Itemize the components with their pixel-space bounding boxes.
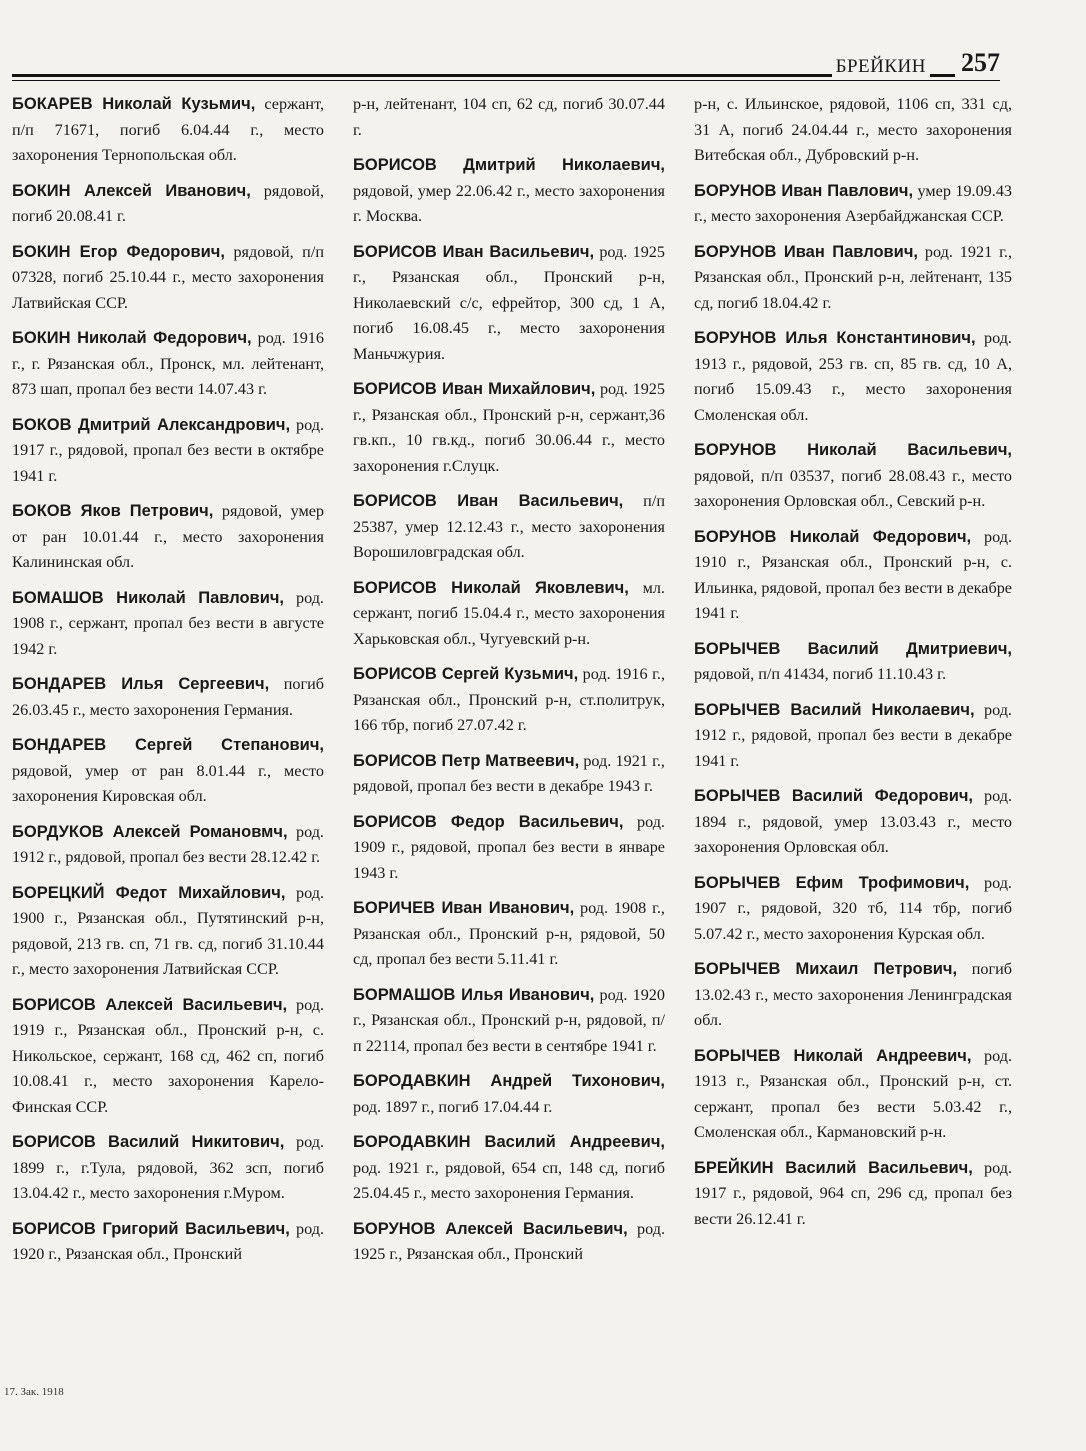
entry [353, 576, 665, 653]
entry-name: БОРОДАВКИН Андрей Тихонович, [353, 1072, 665, 1090]
entry [353, 92, 665, 143]
entry [353, 240, 665, 368]
page-number: 257 [955, 48, 1000, 78]
entry-name: БОРУНОВ Иван Павлович, [694, 181, 914, 200]
entry-name: БОРДУКОВ Алексей Романовмч, [12, 822, 288, 841]
entry-details: род. 1920 г., Рязанская обл., Пронский р-н, рядовой, п/п 22114, пропал без вести в сентябре 1941 г. [353, 985, 665, 1055]
entry [353, 810, 665, 887]
entry [353, 377, 665, 479]
entry-details: род. 1897 г., погиб 17.04.44 г. [353, 1097, 553, 1116]
entry-name: БОРЕЦКИЙ Федот Михайлович, [12, 883, 286, 902]
entry-details: род. 1921 г., рядовой, пропал без вести в декабре 1943 г. [353, 751, 665, 795]
entry [694, 92, 1012, 169]
entry-details: род. 1916 г., г. Рязанская обл., Пронск, мл. лейтенант, 873 шап, пропал без вести 14.07.43 г. [12, 329, 324, 398]
entry-name: БОРИСОВ Сергей Кузьмич, [353, 665, 579, 683]
entry-name: БРЕЙКИН Василий Васильевич, [694, 1158, 973, 1177]
entry-name: БОРЫЧЕВ Ефим Трофимович, [694, 873, 970, 892]
entry-name: БОРИСОВ Иван Васильевич, [353, 492, 624, 510]
entry [353, 1217, 665, 1268]
entry-name: БОРИСОВ Иван Михайлович, [353, 380, 596, 398]
entry-name: БОКОВ Дмитрий Александрович, [12, 415, 291, 434]
entry [694, 637, 1012, 688]
entry-name: БОРУНОВ Илья Константинович, [694, 329, 976, 347]
entry [694, 438, 1012, 515]
footer-signature: 17. Зак. 1918 [4, 1386, 64, 1398]
entry-name: БОРЫЧЕВ Василий Дмитриевич, [694, 639, 1012, 658]
entry-name: БОРИСОВ Григорий Васильевич, [12, 1219, 290, 1238]
entry-name: БОМАШОВ Николай Павлович, [12, 588, 285, 607]
entry [694, 525, 1012, 627]
entry-name: БОКИН Егор Федорович, [12, 242, 225, 261]
entry-details: род. 1925 г., Рязанская обл., Пронский р-н, Николаевский с/с, ефрейтор, 300 сд, 1 А, погиб 16.08.45 г., место захоронения Маньчжурия. [353, 242, 665, 363]
entry [12, 820, 324, 871]
entry [353, 749, 665, 800]
entry [694, 1156, 1012, 1233]
running-head: БРЕЙКИН [832, 56, 930, 78]
entry-name: БОКАРЕВ Николай Кузьмич, [12, 95, 256, 113]
entry-name: БОРУНОВ Иван Павлович, [694, 242, 918, 261]
entry [353, 1130, 665, 1207]
entry [353, 153, 665, 230]
entry-details: род. 1900 г., Рязанская обл., Путятинский р-н, рядовой, 213 гв. сп, 71 гв. сд, погиб 31.10.44 г., место захоронения Латвийская ССР. [12, 883, 324, 978]
entry-name: БОРИЧЕВ Иван Иванович, [353, 899, 575, 917]
entry-name: БОРИСОВ Федор Васильевич, [353, 812, 624, 831]
entry-name: БОРУНОВ Николай Федорович, [694, 527, 972, 546]
entry-details: р-н, с. Ильинское, рядовой, 1106 сп, 331 сд, 31 А, погиб 24.04.44 г., место захоронения Витебская обл., Дубровский р-н. [694, 95, 1012, 164]
entry-name: БОРЫЧЕВ Михаил Петрович, [694, 960, 958, 978]
entry-details: род. 1912 г., рядовой, пропал без вести 28.12.42 г. [12, 822, 324, 866]
entry-details: рядовой, умер 22.06.42 г., место захоронения г. Москва. [353, 181, 665, 225]
entry-name: БОКИН Алексей Иванович, [12, 181, 251, 200]
entry-details: род. 1899 г., г.Тула, рядовой, 362 зсп, погиб 13.04.42 г., место захоронения г.Муром. [12, 1133, 324, 1202]
entry [353, 896, 665, 973]
entry [694, 1044, 1012, 1146]
entry [12, 1217, 324, 1268]
page-header [12, 48, 1000, 82]
entry [353, 489, 665, 566]
entry-details: род. 1913 г., Рязанская обл., Пронский р-н, ст. сержант, пропал без вести 5.03.42 г., Смоленская обл., Кармановский р-н. [694, 1046, 1012, 1141]
entry-name: БОРИСОВ Алексей Васильевич, [12, 995, 288, 1014]
entry [12, 179, 324, 230]
column-1 [12, 92, 324, 1278]
entry-name: БОРИСОВ Петр Матвеевич, [353, 751, 580, 770]
entry-details: род. 1913 г., рядовой, 253 гв. сп, 85 гв. сд, 10 А, погиб 15.09.43 г., место захоронения Смоленская обл. [694, 329, 1012, 424]
entry [12, 499, 324, 576]
entry [353, 983, 665, 1060]
entry-name: БОРЫЧЕВ Николай Андреевич, [694, 1046, 972, 1065]
column-2 [353, 92, 665, 1278]
entry-details: рядовой, умер от ран 10.01.44 г., место захоронения Калининская обл. [12, 502, 325, 571]
entry-details: род. 1917 г., рядовой, пропал без вести в октябре 1941 г. [12, 415, 324, 485]
entry [353, 662, 665, 739]
entry-name: БОРЫЧЕВ Василий Николаевич, [694, 700, 975, 719]
entry [12, 733, 324, 810]
entry [12, 993, 324, 1121]
entry-name: БОРИСОВ Василий Никитович, [12, 1133, 285, 1151]
entry-details: род. 1916 г., Рязанская обл., Пронский р-н, ст.политрук, 166 тбр, погиб 27.07.42 г. [353, 665, 665, 734]
entry [12, 586, 324, 663]
entry-details: род. 1908 г., Рязанская обл., Пронский р-н, рядовой, 50 сд, пропал без вести 5.11.41 г. [353, 899, 665, 968]
entry-details: п/п 25387, умер 12.12.43 г., место захоронения Ворошиловградская обл. [353, 492, 666, 561]
column-3 [694, 92, 1012, 1242]
entry-name: БОРИСОВ Иван Васильевич, [353, 242, 595, 261]
header-rule-thin [12, 80, 1000, 81]
entry [12, 240, 324, 317]
entry-details: умер 19.09.43 г., место захоронения Азербайджанская ССР. [694, 181, 1013, 225]
entry-name: БОРЫЧЕВ Василий Федорович, [694, 787, 974, 805]
entry [694, 179, 1012, 230]
entry-details: род. 1912 г., рядовой, пропал без вести в декабре 1941 г. [694, 700, 1012, 770]
entry [694, 326, 1012, 428]
entry-details: погиб 13.02.43 г., место захоронения Ленинградская обл. [694, 960, 1012, 1029]
entry [353, 1069, 665, 1120]
entry [12, 672, 324, 723]
entry-details: род. 1907 г., рядовой, 320 тб, 114 тбр, погиб 5.07.42 г., место захоронения Курская обл. [694, 873, 1012, 943]
entry-name: БОРИСОВ Дмитрий Николаевич, [353, 156, 665, 174]
entry-details: род. 1921 г., рядовой, 654 сп, 148 сд, погиб 25.04.45 г., место захоронения Германия. [353, 1158, 665, 1202]
entry-name: БОРУНОВ Николай Васильевич, [694, 441, 1012, 459]
entry-details: род. 1925 г., Рязанская обл., Пронский р-н, сержант,36 гв.кп., 10 гв.кд., погиб 30.06.44 г., место захоронения г.Слуцк. [353, 380, 665, 475]
entry-name: БОКИН Николай Федорович, [12, 329, 252, 347]
entry-details: род. 1894 г., рядовой, умер 13.03.43 г., место захоронения Орловская обл. [694, 787, 1012, 856]
entry-details: погиб 26.03.45 г., место захоронения Германия. [12, 675, 324, 719]
entry-name: БОРОДАВКИН Василий Андреевич, [353, 1133, 665, 1151]
entry-details: рядовой, погиб 20.08.41 г. [12, 181, 324, 225]
entry-details: рядовой, п/п 41434, погиб 11.10.43 г. [694, 665, 946, 683]
entry-name: БОРИСОВ Николай Яковлевич, [353, 578, 629, 597]
entry-details: р-н, лейтенант, 104 сп, 62 сд, погиб 30.07.44 г. [353, 95, 665, 139]
entry-details: род. 1921 г., Рязанская обл., Пронский р-н, лейтенант, 135 сд, погиб 18.04.42 г. [694, 242, 1012, 312]
entry-details: род. 1917 г., рядовой, 964 сп, 296 сд, пропал без вести 26.12.41 г. [694, 1158, 1012, 1228]
entry [694, 240, 1012, 317]
entry [694, 871, 1012, 948]
entry [12, 413, 324, 490]
entry-details: род. 1920 г., Рязанская обл., Пронский [12, 1219, 324, 1263]
entry [12, 92, 324, 169]
entry-details: рядовой, умер от ран 8.01.44 г., место захоронения Кировская обл. [12, 761, 324, 805]
entry-name: БОРМАШОВ Илья Иванович, [353, 985, 595, 1004]
entry [12, 1130, 324, 1207]
entry-details: род. 1909 г., рядовой, пропал без вести в январе 1943 г. [353, 812, 665, 882]
entry-details: род. 1919 г., Рязанская обл., Пронский р-н, с. Никольское, сержант, 168 сд, 462 сп, погиб 10.08.41 г., место захоронения Карело-Финская ССР. [12, 995, 324, 1116]
entry [12, 326, 324, 403]
entry [694, 957, 1012, 1034]
entry [694, 698, 1012, 775]
entry-name: БОНДАРЕВ Сергей Степанович, [12, 736, 324, 754]
entry-name: БОНДАРЕВ Илья Сергеевич, [12, 675, 270, 693]
entry-name: БОРУНОВ Алексей Васильевич, [353, 1219, 628, 1238]
entry-name: БОКОВ Яков Петрович, [12, 502, 214, 520]
entry-details: рядовой, п/п 03537, погиб 28.08.43 г., место захоронения Орловская обл., Севский р-н. [694, 466, 1012, 510]
entry-details: мл. сержант, погиб 15.04.4 г., место захоронения Харьковская обл., Чугуевский р-н. [353, 578, 665, 648]
entry [694, 784, 1012, 861]
entry [12, 881, 324, 983]
entry-details: рядовой, п/п 07328, погиб 25.10.44 г., место захоронения Латвийская ССР. [12, 242, 325, 312]
entry-details: сержант, п/п 71671, погиб 6.04.44 г., место захоронения Тернопольская обл. [12, 95, 324, 164]
entry-details: род. 1925 г., Рязанская обл., Пронский [353, 1219, 665, 1263]
entry-details: род. 1908 г., сержант, пропал без вести в августе 1942 г. [12, 588, 324, 658]
entry-details: род. 1910 г., Рязанская обл., Пронский р-н, с. Ильинка, рядовой, пропал без вести в декабре 1941 г. [694, 527, 1012, 622]
